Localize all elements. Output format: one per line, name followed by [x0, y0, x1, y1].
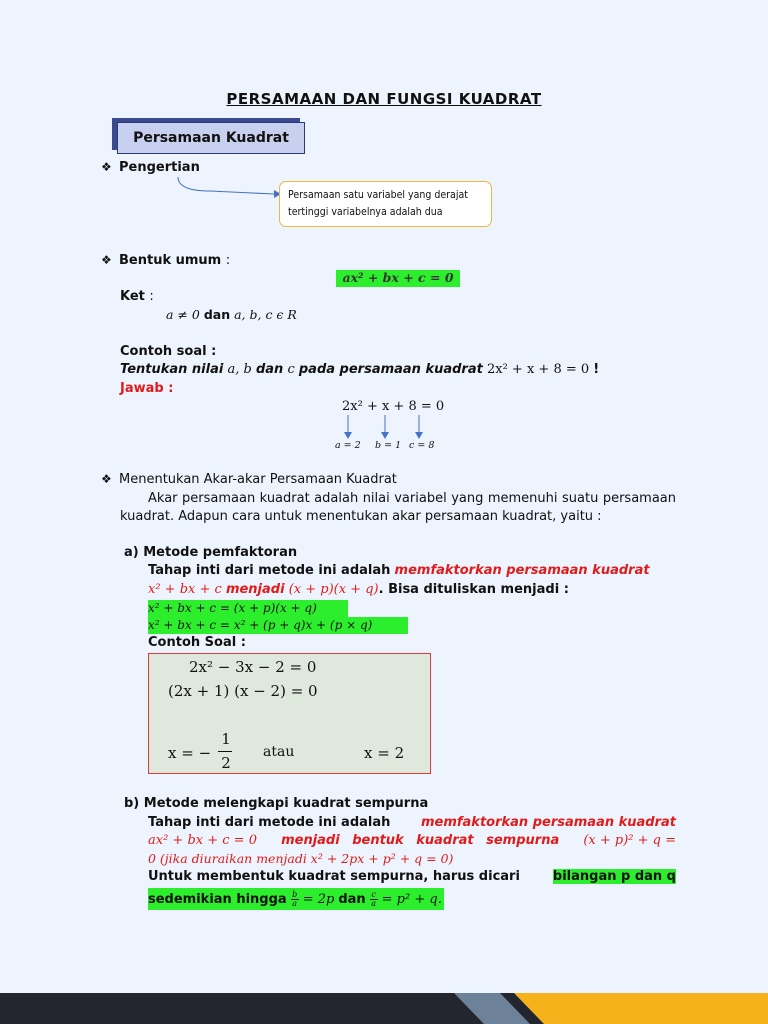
- down-arrow-icon: [415, 432, 423, 439]
- method-b-line2: ax² + bx + c = 0 menjadi bentuk kuadrat sempurna (x + p)² + q =: [148, 833, 676, 848]
- diamond-bullet-icon: ❖: [101, 160, 112, 174]
- fraction-b-over-a: $\frac{b}{a}$: [292, 889, 298, 908]
- general-form-formula: ax² + bx + c = 0: [336, 270, 460, 287]
- akar-paragraph: Akar persamaan kuadrat adalah nilai variabel yang memenuhi suatu persamaan kuadrat. Adapun cara untuk menentukan akar persamaan kuadrat, yaitu :: [120, 491, 676, 524]
- method-b-line3: 0 (jika diuraikan menjadi x² + 2px + p² + q = 0): [148, 851, 454, 866]
- bullet-bentuk-umum: ❖ Bentuk umum :: [101, 253, 231, 268]
- box-line-1: 2x² − 3x − 2 = 0: [189, 658, 317, 676]
- example-label: Contoh soal :: [120, 344, 217, 359]
- method-a-line2: x² + bx + c menjadi (x + p)(x + q). Bisa dituliskan menjadi :: [148, 582, 569, 597]
- factor-formula-1: x² + bx + c = (x + p)(x + q): [148, 600, 348, 617]
- coef-b: b = 1: [375, 440, 402, 451]
- box-x1-prefix: x = −: [168, 744, 212, 762]
- method-a-label: a) Metode pemfaktoran: [124, 545, 298, 560]
- contoh-soal-label: Contoh Soal :: [148, 635, 246, 650]
- method-b-line4: Untuk membentuk kuadrat sempurna, harus dicari bilangan p dan q: [148, 869, 676, 884]
- example-equation: 2x² + x + 8 = 0: [342, 399, 445, 414]
- fraction-c-over-a: $\frac{c}{a}$: [371, 889, 377, 908]
- method-a-line1: Tahap inti dari metode ini adalah memfaktorkan persamaan kuadrat: [148, 563, 650, 578]
- box-line-2: (2x + 1) (x − 2) = 0: [168, 682, 318, 700]
- ket-content: a ≠ 0 dan a, b, c ϵ R: [166, 307, 297, 322]
- coefficient-arrows: [335, 415, 445, 441]
- box-atau: atau: [263, 744, 295, 760]
- factor-formula-2: x² + bx + c = x² + (p + q)x + (p × q): [148, 617, 408, 634]
- coef-c: c = 8: [409, 440, 435, 451]
- method-b-line1: Tahap inti dari metode ini adalah memfaktorkan persamaan kuadrat: [148, 815, 676, 830]
- callout-arrow: [170, 175, 282, 203]
- down-arrow-icon: [381, 432, 389, 439]
- footer-stripes: [440, 993, 768, 1024]
- box-frac-den: 2: [221, 754, 231, 772]
- ket-label: Ket :: [120, 289, 154, 304]
- example-question: Tentukan nilai a, b dan c pada persamaan kuadrat 2x² + x + 8 = 0 !: [120, 362, 600, 377]
- page-title: PERSAMAAN DAN FUNGSI KUADRAT: [226, 90, 542, 108]
- method-b-label: b) Metode melengkapi kuadrat sempurna: [124, 796, 429, 811]
- section-heading: Persamaan Kuadrat: [117, 122, 305, 154]
- bullet-akar: ❖ Menentukan Akar-akar Persamaan Kuadrat: [101, 472, 397, 487]
- down-arrow-icon: [344, 432, 352, 439]
- bullet-pengertian: ❖ Pengertian: [101, 160, 200, 175]
- definition-callout: Persamaan satu variabel yang derajat tertinggi variabelnya adalah dua: [279, 181, 492, 227]
- box-frac-num: 1: [221, 730, 231, 748]
- method-b-line5: sedemikian hingga $\frac{b}{a}$ = 2p dan $\frac{c}{a}$ = p² + q.: [148, 888, 444, 910]
- answer-label: Jawab :: [120, 381, 174, 396]
- fraction-bar: [218, 751, 232, 752]
- box-x2: x = 2: [364, 744, 405, 762]
- diamond-bullet-icon: ❖: [101, 253, 112, 267]
- coef-a: a = 2: [335, 440, 361, 451]
- diamond-bullet-icon: ❖: [101, 472, 112, 486]
